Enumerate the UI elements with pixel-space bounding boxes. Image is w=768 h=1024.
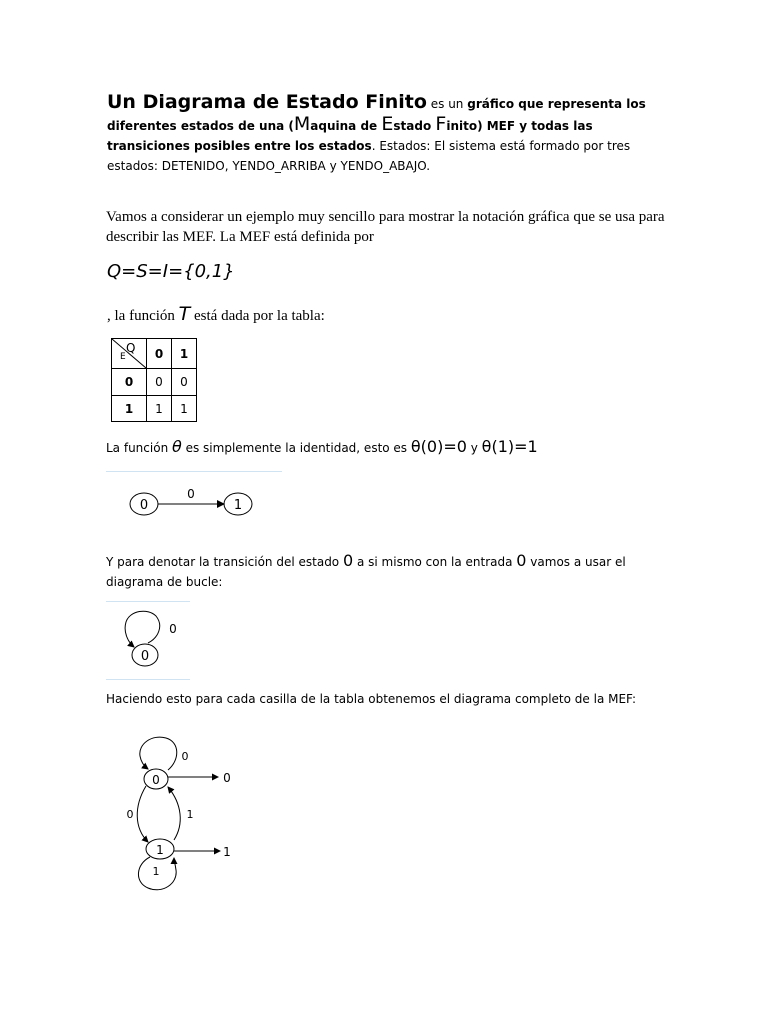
separator-line bbox=[106, 679, 190, 680]
table-corner-cell bbox=[112, 339, 147, 369]
loop-label: 0 bbox=[181, 750, 189, 763]
table-cell: 0 bbox=[147, 369, 172, 396]
intro-text-4: stado bbox=[393, 119, 436, 133]
state-label: 0 bbox=[139, 498, 149, 513]
edge-label: 0 bbox=[187, 487, 195, 501]
loop-state: 0 bbox=[342, 551, 354, 570]
set-definition: Q=S=I={0,1} bbox=[107, 261, 235, 282]
transition-table bbox=[111, 338, 197, 422]
theta-line bbox=[106, 437, 538, 456]
loop-label: 1 bbox=[152, 865, 160, 878]
table-row-label: 1 bbox=[112, 396, 147, 422]
transition-arrow bbox=[168, 787, 180, 840]
table-header-cell: 1 bbox=[172, 339, 197, 369]
intro-text-1: es un bbox=[426, 97, 468, 111]
loop-input: 0 bbox=[516, 551, 527, 570]
loop-diagram bbox=[118, 606, 188, 674]
theta-mid: es simplemente la identidad, esto es bbox=[181, 441, 411, 455]
transition-arrow bbox=[137, 786, 148, 842]
table-header-cell: 0 bbox=[147, 339, 172, 369]
transition-diagram-simple bbox=[120, 482, 270, 526]
theta-and: y bbox=[466, 441, 482, 455]
intro-cap-f: F bbox=[435, 113, 447, 135]
loop-text-after: vamos a usar el diagrama de bucle: bbox=[106, 555, 626, 589]
table-row-label: 0 bbox=[112, 369, 147, 396]
table-row bbox=[112, 369, 197, 396]
state-label: 0 bbox=[152, 773, 160, 787]
function-t-symbol: T bbox=[178, 303, 191, 325]
table-corner-e: E bbox=[120, 352, 126, 362]
loop-label: 0 bbox=[169, 622, 177, 636]
output-label: 0 bbox=[223, 771, 231, 785]
intro-text-2: gráfico que representa los diferentes estados de una ( bbox=[107, 97, 646, 133]
intro-paragraph bbox=[107, 92, 667, 176]
table-cell: 1 bbox=[172, 396, 197, 422]
intro-cap-e: E bbox=[381, 113, 394, 135]
table-corner-q: Q bbox=[126, 341, 136, 355]
complete-diagram-caption: Haciendo esto para cada casilla de la tabla obtenemos el diagrama completo de la MEF: bbox=[106, 692, 637, 706]
output-label: 1 bbox=[223, 845, 231, 859]
theta-symbol: θ bbox=[171, 437, 182, 456]
intro-title: Un Diagrama de Estado Finito bbox=[107, 91, 427, 113]
loop-arrow bbox=[140, 737, 177, 770]
theta-expr-1: θ(0)=0 bbox=[410, 437, 467, 456]
edge-label: 0 bbox=[126, 808, 134, 821]
separator-line bbox=[106, 601, 190, 602]
intro-text-5: inito) MEF y todas las transiciones posibles entre los estados bbox=[107, 119, 593, 153]
intro-cap-m: M bbox=[293, 113, 311, 135]
state-label: 0 bbox=[140, 649, 150, 664]
function-t-line bbox=[107, 303, 325, 325]
loop-text-before: Y para denotar la transición del estado bbox=[106, 555, 343, 569]
theta-expr-2: θ(1)=1 bbox=[481, 437, 538, 456]
table-row bbox=[112, 396, 197, 422]
theta-before: La función bbox=[106, 441, 172, 455]
intro-text-6: . Estados: El sistema está formado por tres estados: DETENIDO, YENDO_ARRIBA y YENDO_ABAJO. bbox=[107, 139, 631, 173]
function-t-after: está dada por la tabla: bbox=[190, 308, 325, 324]
state-label: 1 bbox=[233, 498, 243, 513]
edge-label: 1 bbox=[186, 808, 194, 821]
loop-text-mid: a si mismo con la entrada bbox=[353, 555, 517, 569]
state-label: 1 bbox=[156, 843, 164, 857]
loop-explanation bbox=[106, 551, 674, 592]
complete-state-diagram bbox=[118, 732, 248, 894]
function-t-before: , la función bbox=[107, 308, 179, 324]
table-header-row bbox=[112, 339, 197, 369]
loop-arrow bbox=[125, 611, 160, 647]
separator-line bbox=[106, 471, 282, 472]
table-cell: 0 bbox=[172, 369, 197, 396]
definition-paragraph: Vamos a considerar un ejemplo muy sencillo para mostrar la notación gráfica que se usa para describir las MEF. La MEF está definida por bbox=[106, 209, 665, 245]
table-cell: 1 bbox=[147, 396, 172, 422]
intro-text-3: aquina de bbox=[310, 119, 382, 133]
